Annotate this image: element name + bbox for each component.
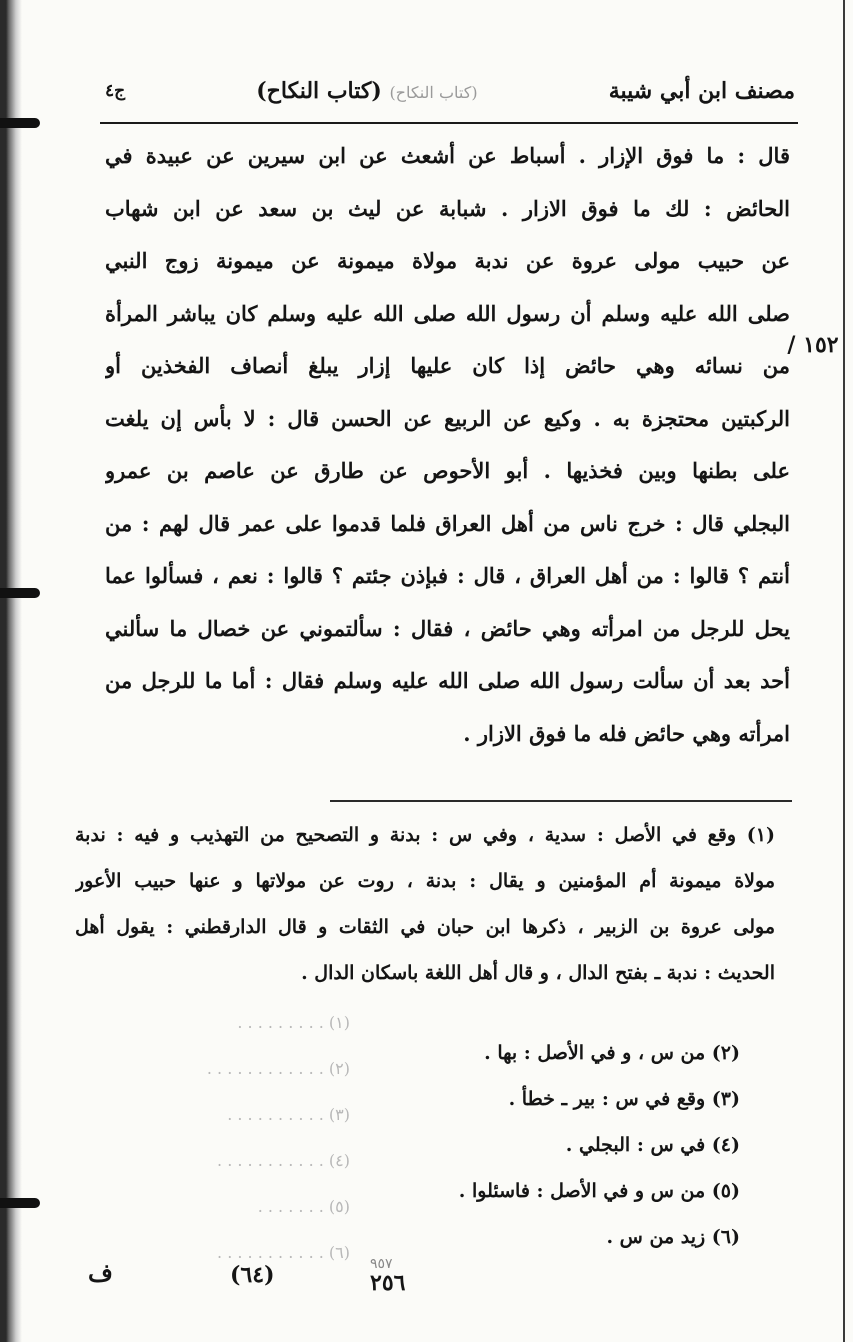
page-number: ٢٥٦ (370, 1270, 406, 1296)
header-faded-text: (كتاب النكاح) (389, 83, 478, 102)
binding-mark (0, 118, 40, 128)
text-line: على بطنها وبين فخذيها . أبو الأحوص عن طارق عن عاصم بن عمرو (105, 458, 790, 483)
text-line: أحد بعد أن سألت رسول الله صلى الله عليه وسلم فقال : أما ما للرجل من (105, 668, 790, 693)
signature-mark: (٦٤) (230, 1262, 275, 1288)
footnote-line: مولاة ميمونة أم المؤمنين و يقال : بدنة ، روت عن مولاتها و عنها حبيب الأعور (75, 870, 775, 892)
binding-mark (0, 1198, 40, 1208)
ghost-line: (٦) . . . . . . . . . . . (217, 1243, 350, 1262)
footnote-item: (٥) من س و في الأصل : فاسئلوا . (458, 1180, 740, 1202)
header-book-label: (كتاب النكاح) (256, 78, 382, 104)
text-line: الحائض : لك ما فوق الازار . شبابة عن ليث بن سعد عن ابن شهاب (105, 195, 790, 221)
text-line-last: امرأته وهي حائض فله ما فوق الازار . (463, 720, 790, 746)
footnote-line: (١) وقع في الأصل : سدية ، وفي س : بدنة و التصحيح من التهذيب و فيه : ندبة (75, 824, 775, 846)
right-edge-rule (843, 0, 845, 1342)
page-binding-edge (0, 0, 22, 1342)
ghost-line: (٣) . . . . . . . . . . (227, 1105, 350, 1124)
text-line: البجلي قال : خرج ناس من أهل العراق فلما قدموا على عمر قال لهم : من (105, 510, 790, 536)
text-line: من نسائه وهي حائض إذا كان عليها إزار يبلغ أنصاف الفخذين أو (105, 353, 790, 378)
page-number-faded: ٩٥٧ (370, 1256, 393, 1272)
bleed-through-text (70, 1000, 350, 1276)
header-title-main: مصنف ابن أبي شيبة (608, 78, 795, 104)
text-line: صلى الله عليه وسلم أن رسول الله صلى الله عليه وسلم كان يباشر المرأة (105, 300, 790, 326)
footnote-rule (330, 800, 792, 802)
ghost-line: (٥) . . . . . . . (257, 1197, 350, 1216)
catchword: ف (88, 1258, 113, 1287)
footnote-line: مولى عروة بن الزبير ، ذكرها ابن حبان في الثقات و قال الدارقطني : يقول أهل (75, 916, 775, 938)
text-line: الركبتين محتجزة به . وكيع عن الربيع عن الحسن قال : لا بأس إن يلغت (105, 405, 790, 431)
footnote-item: (٤) في س : البجلي . (565, 1134, 740, 1156)
text-line: يحل للرجل من امرأته وهي حائض ، فقال : سألتموني عن خصال ما سألني (105, 615, 790, 641)
footnote-item: (٣) وقع في س : بير ـ خطأ . (508, 1088, 740, 1110)
binding-mark (0, 588, 40, 598)
text-line: عن حبيب مولى عروة عن ندبة مولاة ميمونة عن ميمونة زوج النبي (105, 248, 790, 273)
footnote-item: (٦) زيد من س . (606, 1226, 740, 1248)
footnote-line: الحديث : ندبة ـ بفتح الدال ، و قال أهل اللغة باسكان الدال . (301, 962, 775, 984)
running-header (105, 66, 795, 116)
ghost-line: (٤) . . . . . . . . . . . (217, 1151, 350, 1170)
footnote-block (75, 812, 775, 996)
header-rule (100, 122, 798, 124)
text-line: أنتم ؟ قالوا : من أهل العراق ، قال : فبإذن جئتم ؟ قالوا : نعم ، فسألوا عما (105, 563, 790, 588)
ghost-line: (٢) . . . . . . . . . . . . (206, 1059, 350, 1078)
header-volume: ج٤ (105, 81, 126, 101)
header-book-title (256, 78, 477, 104)
main-text (105, 130, 790, 760)
footnote-item: (٢) من س ، و في الأصل : بها . (484, 1042, 740, 1064)
ghost-line: (١) . . . . . . . . . (237, 1013, 350, 1032)
margin-page-number: ١٥٢ / (787, 332, 839, 358)
text-line: قال : ما فوق الإزار . أسباط عن أشعث عن ابن سيرين عن عبيدة في (105, 143, 790, 168)
footnote-list (380, 1030, 740, 1260)
